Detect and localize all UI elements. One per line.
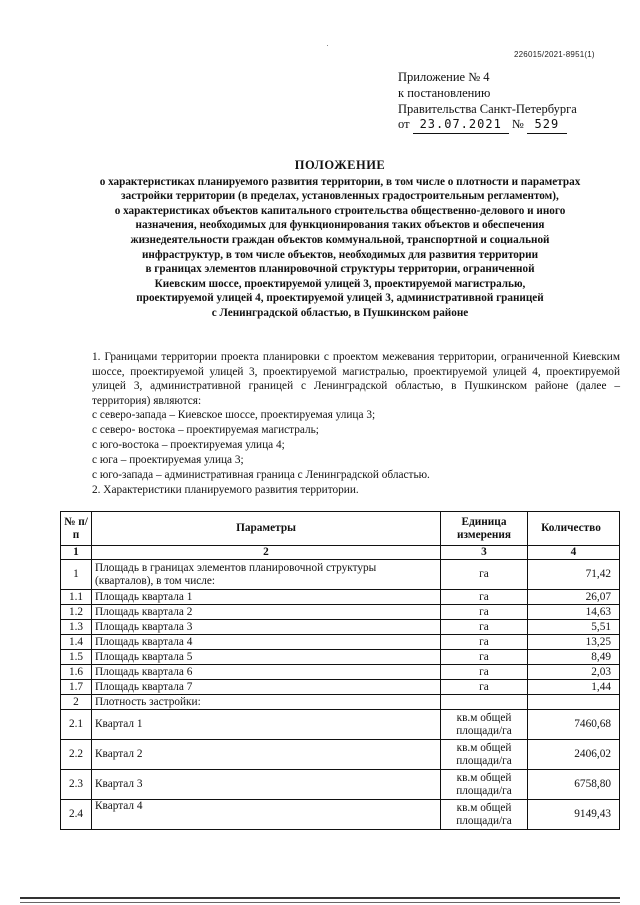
row-unit: га <box>441 650 528 665</box>
header-number: № п/п <box>61 512 92 546</box>
title-heading: ПОЛОЖЕНИЕ <box>294 158 386 172</box>
row-parameter: Квартал 3 <box>92 770 441 800</box>
row-quantity: 1,44 <box>528 680 620 695</box>
table-row <box>61 650 620 665</box>
row-unit: га <box>441 620 528 635</box>
header-unit: Единица измерения <box>441 512 528 546</box>
table-numbering-row <box>61 546 620 560</box>
row-number: 2.2 <box>61 740 92 770</box>
title-line: инфраструктур, в том числе объектов, необходимых для развития территории <box>141 248 539 261</box>
scan-edge-line <box>20 897 620 899</box>
row-quantity: 8,49 <box>528 650 620 665</box>
row-parameter: Площадь квартала 2 <box>92 605 441 620</box>
row-unit: га <box>441 665 528 680</box>
table-row <box>61 635 620 650</box>
row-unit: га <box>441 680 528 695</box>
appendix-signature-line <box>398 117 577 134</box>
row-parameter: Площадь квартала 4 <box>92 635 441 650</box>
row-unit <box>441 695 528 710</box>
table-row <box>61 800 620 830</box>
row-unit: кв.м общей площади/га <box>441 710 528 740</box>
table-row <box>61 620 620 635</box>
row-parameter: Площадь квартала 3 <box>92 620 441 635</box>
appendix-line-2: к постановлению <box>398 85 491 100</box>
number-label: № <box>511 117 524 132</box>
row-quantity: 14,63 <box>528 605 620 620</box>
table-row <box>61 740 620 770</box>
column-number: 3 <box>441 546 528 560</box>
table-row <box>61 695 620 710</box>
header-parameters: Параметры <box>92 512 441 546</box>
row-parameter: Плотность застройки: <box>92 695 441 710</box>
row-number: 1.3 <box>61 620 92 635</box>
boundary-item: с северо-запада – Киевское шоссе, проектируемая улица 3; <box>92 409 376 421</box>
header-quantity: Количество <box>528 512 620 546</box>
column-number: 2 <box>92 546 441 560</box>
column-number: 1 <box>61 546 92 560</box>
title-line: застройки территории (в пределах, установленных градостроительным регламентом), <box>121 190 559 203</box>
row-quantity: 5,51 <box>528 620 620 635</box>
row-number: 2.1 <box>61 710 92 740</box>
title-line: о характеристиках планируемого развития территории, в том числе о плотности и параметрах <box>99 175 581 188</box>
row-quantity: 6758,80 <box>528 770 620 800</box>
row-unit: га <box>441 590 528 605</box>
document-title <box>40 158 640 321</box>
row-number: 1.7 <box>61 680 92 695</box>
table-row <box>61 710 620 740</box>
title-line: с Ленинградской областью, в Пушкинском районе <box>211 306 469 319</box>
table-row <box>61 605 620 620</box>
row-unit: кв.м общей площади/га <box>441 770 528 800</box>
row-number: 1.4 <box>61 635 92 650</box>
table-row <box>61 770 620 800</box>
row-number: 1.6 <box>61 665 92 680</box>
row-number: 2.3 <box>61 770 92 800</box>
resolution-number: 529 <box>527 117 567 134</box>
title-line: жизнедеятельности граждан объектов коммунальной, транспортной и социальной <box>130 233 550 246</box>
title-line: проектируемой улицей 4, проектируемой улицей 3, административной границей <box>136 292 544 305</box>
boundary-item: с юга – проектируемая улица 3; <box>92 454 244 466</box>
row-parameter: Площадь квартала 7 <box>92 680 441 695</box>
row-quantity: 13,25 <box>528 635 620 650</box>
row-number: 1 <box>61 560 92 590</box>
title-line: в границах элементов планировочной структуры территории, ограниченной <box>145 263 535 276</box>
row-number: 2.4 <box>61 800 92 830</box>
scan-speck <box>327 45 328 46</box>
row-number: 2 <box>61 695 92 710</box>
appendix-line-3: Правительства Санкт-Петербурга <box>398 101 577 116</box>
title-line: назначения, необходимых для функционирования таких объектов и обеспечения <box>135 219 545 232</box>
row-quantity: 7460,68 <box>528 710 620 740</box>
row-number: 1.5 <box>61 650 92 665</box>
table-row <box>61 680 620 695</box>
appendix-line-1: Приложение № 4 <box>398 70 490 84</box>
paragraph-2: 2. Характеристики планируемого развития территории. <box>92 484 359 496</box>
row-quantity: 9149,43 <box>528 800 620 830</box>
row-parameter: Площадь в границах элементов планировочной структуры (кварталов), в том числе: <box>92 560 441 590</box>
body-text <box>92 350 620 408</box>
resolution-date: 23.07.2021 <box>413 117 509 134</box>
row-parameter: Площадь квартала 1 <box>92 590 441 605</box>
row-unit: га <box>441 635 528 650</box>
row-parameter: Квартал 2 <box>92 740 441 770</box>
row-unit: кв.м общей площади/га <box>441 800 528 830</box>
row-unit: га <box>441 560 528 590</box>
row-quantity <box>528 695 620 710</box>
table-row <box>61 560 620 590</box>
scan-edge-line <box>20 902 620 903</box>
boundary-item: с северо- востока – проектируемая магистраль; <box>92 424 319 436</box>
column-number: 4 <box>528 546 620 560</box>
title-line: о характеристиках объектов капитального строительства общественно-делового и иного <box>114 204 566 217</box>
row-unit: га <box>441 605 528 620</box>
from-label: от <box>398 117 410 132</box>
appendix-block <box>398 70 577 134</box>
table-row <box>61 665 620 680</box>
row-number: 1.2 <box>61 605 92 620</box>
parameters-table <box>60 511 620 830</box>
row-quantity: 2,03 <box>528 665 620 680</box>
document-id: 226015/2021-8951(1) <box>514 50 595 59</box>
row-parameter: Площадь квартала 5 <box>92 650 441 665</box>
paragraph-1: 1. Границами территории проекта планировки с проектом межевания территории, ограниченной Киевским шоссе, проектируемой улицей 3, проектируемой магистралью, проектируемой улицей 4, проектируемой улицей 3, административной границей с Ленинградской областью, в Пушкинском районе (далее – территория) являются: <box>92 351 620 407</box>
row-quantity: 2406,02 <box>528 740 620 770</box>
title-line: Киевским шоссе, проектируемой улицей 3, проектируемой магистралью, <box>154 277 526 290</box>
row-parameter: Квартал 1 <box>92 710 441 740</box>
row-number: 1.1 <box>61 590 92 605</box>
table-row <box>61 590 620 605</box>
row-parameter: Квартал 4 <box>92 800 441 830</box>
row-parameter: Площадь квартала 6 <box>92 665 441 680</box>
row-quantity: 71,42 <box>528 560 620 590</box>
row-quantity: 26,07 <box>528 590 620 605</box>
boundary-item: с юго-востока – проектируемая улица 4; <box>92 439 285 451</box>
row-unit: кв.м общей площади/га <box>441 740 528 770</box>
boundary-item: с юго-запада – административная граница с Ленинградской областью. <box>92 469 430 481</box>
table-header-row <box>61 512 620 546</box>
